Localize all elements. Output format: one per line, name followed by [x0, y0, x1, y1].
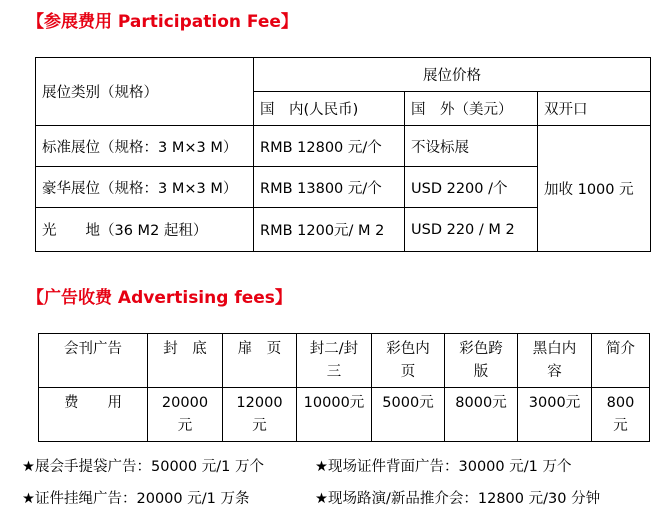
- header-foreign: 国 外（美元）: [405, 92, 538, 126]
- double-open-fee: 加收 1000 元: [538, 126, 651, 252]
- table-row: [36, 126, 651, 167]
- ad-header-cell: [445, 334, 518, 388]
- header-double-open: 双开口: [538, 92, 651, 126]
- ad-fee-cell: [297, 388, 372, 442]
- ad-header-cell-line: 封二/封: [309, 341, 359, 357]
- ad-fee-cell-line: 8000元: [455, 395, 507, 411]
- ad-fee-cell-line: 费 用: [64, 395, 122, 411]
- row-category: 标准展位（规格：3 M×3 M）: [36, 126, 254, 167]
- ad-fee-cell-line: 20000: [161, 395, 209, 411]
- ad-fee-cell-line: 10000元: [303, 395, 365, 411]
- ad-fee-cell-line: 5000元: [382, 395, 434, 411]
- row-category: 豪华展位（规格：3 M×3 M）: [36, 167, 254, 208]
- ad-header-cell-line: 彩色内: [386, 341, 430, 357]
- ad-header-cell-line: 彩色跨: [459, 341, 503, 357]
- header-category: 展位类别（规格）: [36, 58, 254, 126]
- ad-fee-row: [39, 388, 650, 442]
- ad-header-cell: [297, 334, 372, 388]
- advertising-fee-title: 【广告收费 Advertising fees】: [27, 288, 292, 308]
- ad-header-cell-line: 封 底: [163, 341, 207, 357]
- ad-fee-cell: [39, 388, 148, 442]
- row-domestic-price: RMB 1200元/ M 2: [254, 208, 405, 252]
- advertising-fee-table: [38, 333, 650, 442]
- ad-fee-cell: [592, 388, 650, 442]
- ad-header-cell-line: 扉 页: [237, 341, 282, 357]
- ad-header-cell: [372, 334, 445, 388]
- participation-fee-title: 【参展费用 Participation Fee】: [27, 12, 298, 32]
- ad-fee-cell: [223, 388, 297, 442]
- ad-fee-cell-line: 3000元: [528, 395, 581, 411]
- row-category: 光 地（36 M2 起租）: [36, 208, 254, 252]
- ad-header-cell-line: 页: [400, 364, 416, 380]
- ad-fee-cell-line: 12000: [236, 395, 283, 411]
- participation-fee-table: [35, 57, 651, 252]
- ad-fee-cell: [372, 388, 445, 442]
- ad-fee-cell: [445, 388, 518, 442]
- ad-header-cell-line: 黑白内: [532, 341, 577, 357]
- ad-fee-cell-line: 元: [177, 418, 193, 434]
- note-lanyard-ad: ★证件挂绳广告：20000 元/1 万条: [22, 491, 250, 507]
- ad-header-cell-line: 会刊广告: [64, 341, 122, 357]
- ad-header-cell-line: 简介: [606, 341, 635, 357]
- note-badge-back-ad: ★现场证件背面广告：30000 元/1 万个: [315, 459, 572, 475]
- ad-header-cell: [39, 334, 148, 388]
- ad-fee-cell: [148, 388, 223, 442]
- ad-header-cell: [592, 334, 650, 388]
- ad-fee-cell: [518, 388, 592, 442]
- ad-header-cell: [148, 334, 223, 388]
- ad-header-cell: [518, 334, 592, 388]
- header-price-group: 展位价格: [254, 58, 651, 92]
- note-roadshow: ★现场路演/新品推介会：12800 元/30 分钟: [315, 491, 601, 507]
- row-domestic-price: RMB 13800 元/个: [254, 167, 405, 208]
- ad-header-row: [39, 334, 650, 388]
- ad-header-cell-line: 三: [326, 364, 342, 380]
- header-domestic: 国 内(人民币): [254, 92, 405, 126]
- ad-header-cell-line: 容: [547, 364, 562, 380]
- row-foreign-price: USD 220 / M 2: [405, 208, 538, 252]
- ad-header-cell: [223, 334, 297, 388]
- note-handbag-ad: ★展会手提袋广告：50000 元/1 万个: [22, 459, 264, 475]
- row-domestic-price: RMB 12800 元/个: [254, 126, 405, 167]
- ad-fee-cell-line: 元: [252, 418, 267, 434]
- row-foreign-price: USD 2200 /个: [405, 167, 538, 208]
- ad-header-cell-line: 版: [473, 364, 489, 380]
- row-foreign-price: 不设标展: [405, 126, 538, 167]
- ad-fee-cell-line: 元: [613, 418, 628, 434]
- ad-fee-cell-line: 800: [606, 395, 635, 411]
